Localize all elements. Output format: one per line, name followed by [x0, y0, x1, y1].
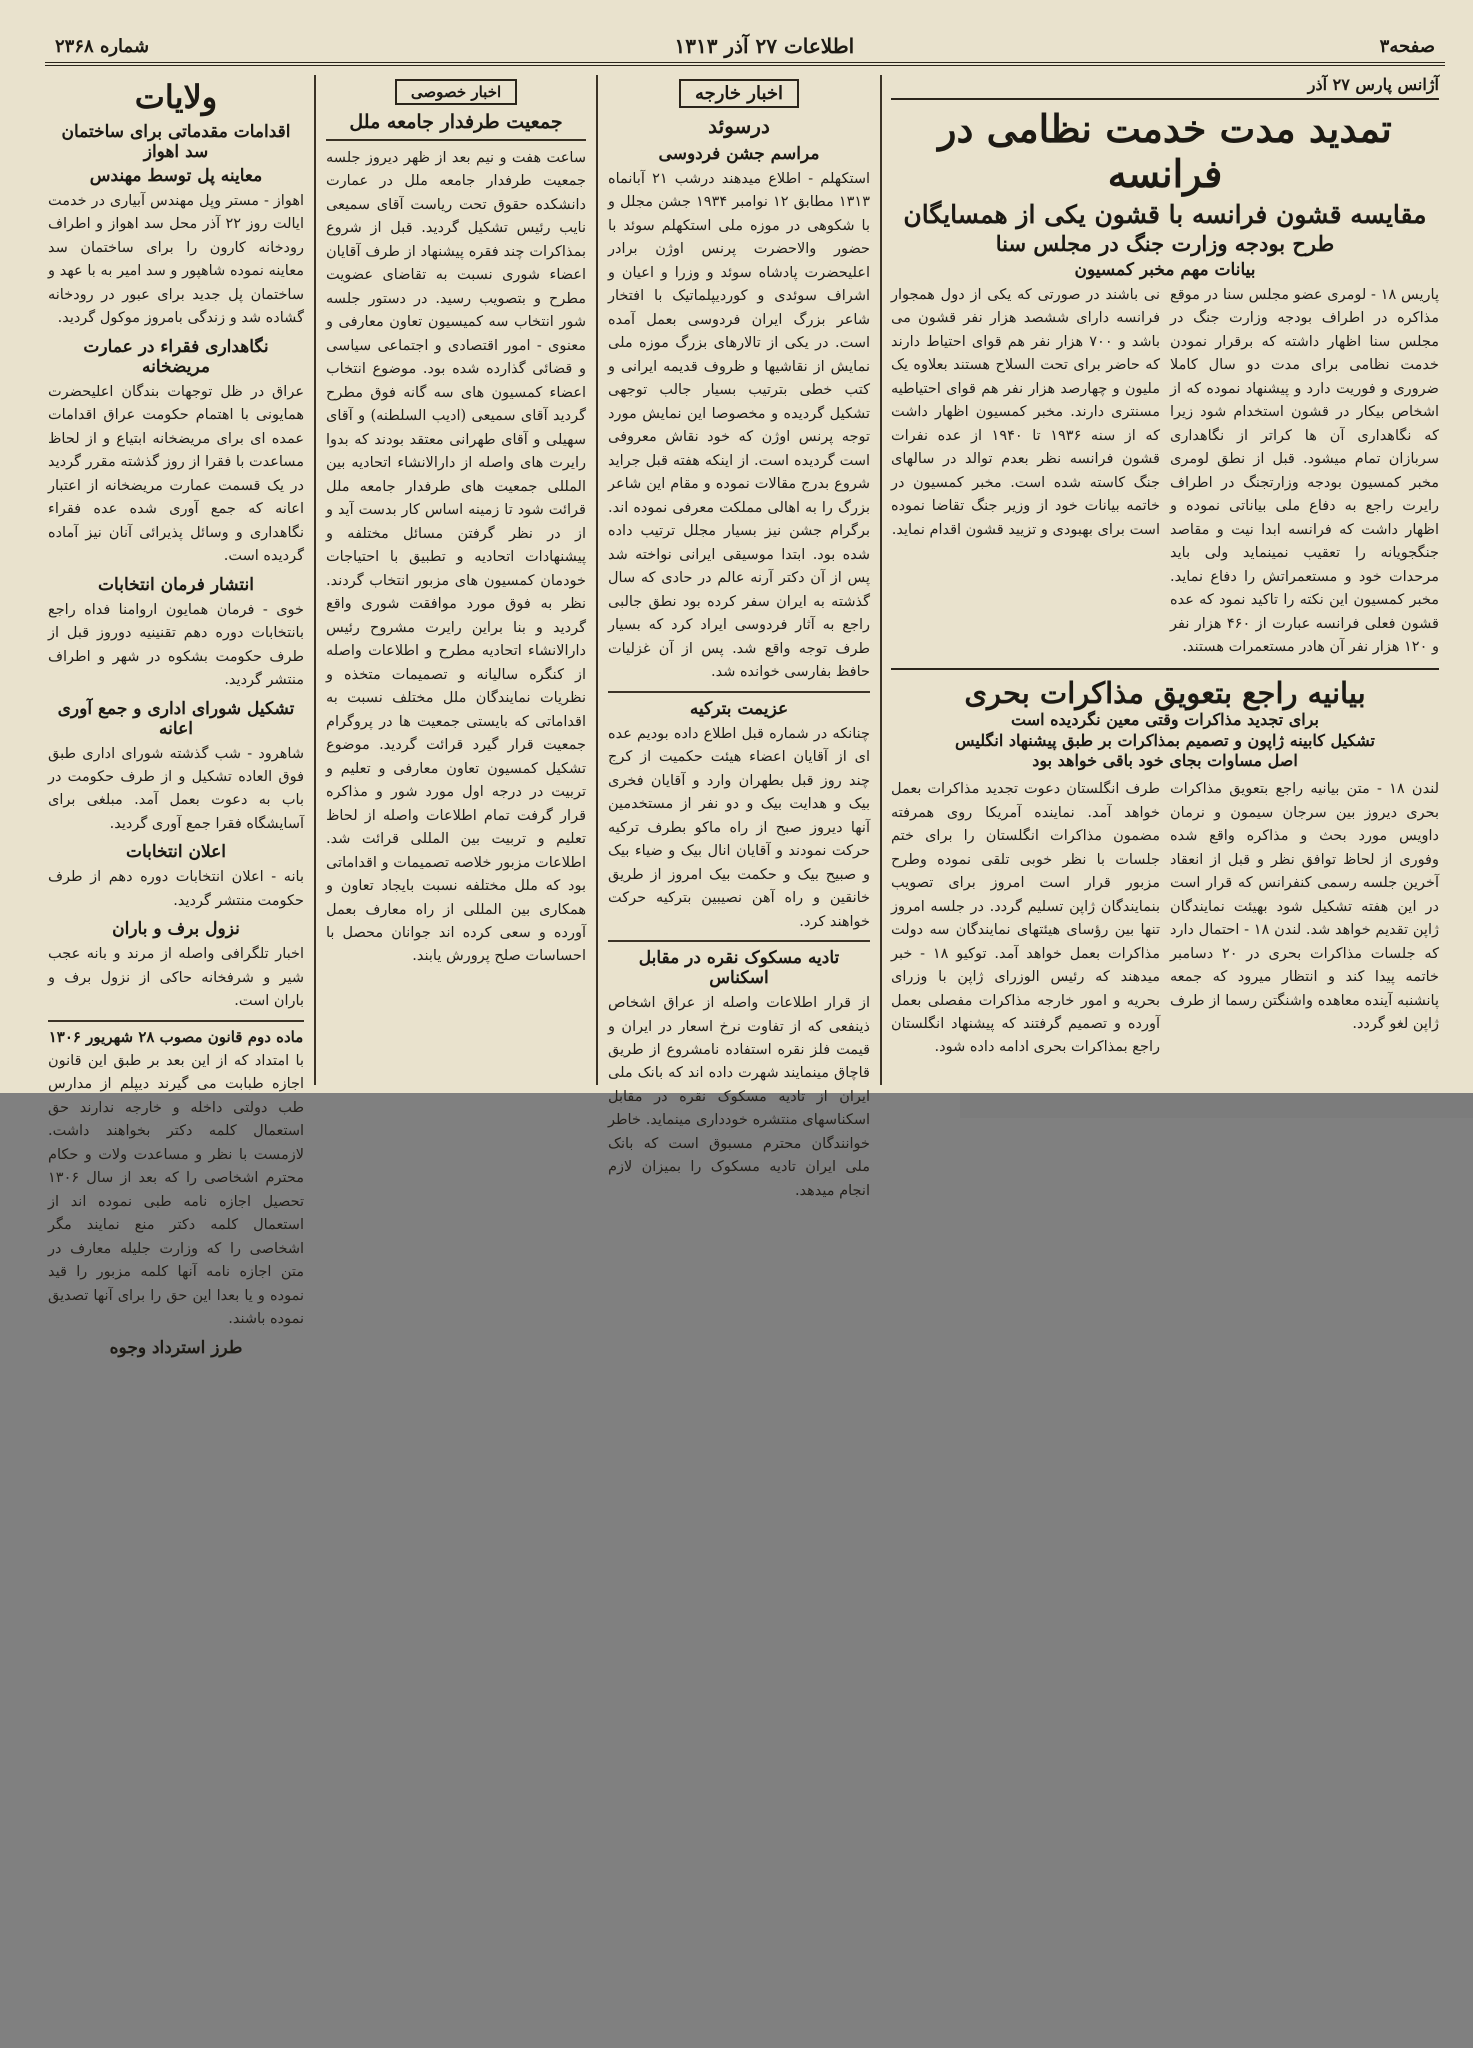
naval-body-left: طرف انگلستان دعوت تجدید مذاکرات بعمل خواهد آمد. نماینده آمریکا روی همرفته مضمون مذاکرات انگلستان را برای ختم جلسات با نظر خوبی تلقی نموده وطرح مزبور قرار است امروز برای تصویب بنمایندگان ژاپن تسلیم گردد. در جلسه امروز تنها بین رؤسای هیئتهای نمایندگان سه دولت مذاکرات بعمل خواهد آمد. توکیو ۱۸ - خبر میدهند که رئیس الوزرای ژاپن با وزرای بحریه و امور خارجه مذاکرات مفصلی بعمل آورده و تصمیم گرفتند که پیشنهاد انگلستان راجع بمذاکرات بحری ادامه داده شود.: [891, 781, 1160, 1056]
divider: [48, 1020, 304, 1022]
provinces-h5: اعلان انتخابات: [125, 842, 227, 863]
provinces-b2: عراق در ظل توجهات بندگان اعلیحضرت همایونی با اهتمام حکومت عراق اقدامات عمده ای برای مریضخانه ابتیاع و از لحاظ مساعدت با فقرا از روز گذشته مقرر گردید در یک قسمت عمارت مریضخانه از اعتبار اعانه که جمع آوری شده عده فقراء نگاهداری و وسائل پذیرائی آنان نیز آماده گردیده است.: [47, 383, 304, 565]
divider: [608, 691, 870, 693]
masthead: [45, 30, 1445, 66]
foreign-region: درسوئد: [708, 114, 770, 138]
provinces-h6: نزول برف و باران: [112, 919, 240, 940]
provinces-h3: انتشار فرمان انتخابات: [98, 574, 254, 595]
foreign-news-tag: اخبار خارجه: [679, 79, 799, 108]
provinces-h1b: معاینه پل توسط مهندس: [89, 165, 263, 186]
column-rule: [596, 75, 598, 1085]
main-subhead-1: مقایسه قشون فرانسه با قشون یکی از همسایگان: [903, 200, 1427, 229]
naval-body: [891, 778, 1439, 1060]
provinces-b5: بانه - اعلان انتخابات دوره دهم از طرف حکومت منتشر گردید.: [48, 869, 304, 909]
main-body-right: پاریس ۱۸ - لومری عضو مجلس سنا در موقع مذاکره در اطراف بودجه وزارت جنگ در مجلس سنا اظهار داشته که برقرار نمودن خدمت نظامی برای مدت دو سال کاملا ضروری و فوریت دارد و پیشنهاد نموده که از اشخاص بیکار در قشون استخدام شود زیرا که نگاهداری آن ها کراتر از نگاهداری سربازان تمام میشود. قبل از نطق لومری مخبر کمسیون بودجه وزارتجنگ در اطراف رایرت راجع به دفاع ملی بیاناتی نموده و اظهار داشت که فرانسه ابدا نیت و مقاصد جنگجویانه را تعقیب نمینماید ولی باید مرحدات خود و مستعمراتش را دفاع نماید. مخبر کمسیون این نکته را تاکید نمود که عده قشون فعلی فرانسه عبارت از ۴۶۰ هزار نفر و ۱۲۰ هزار نفر آن هادر مستعمرات هستند.: [1170, 287, 1439, 656]
main-headline: تمدید مدت خدمت نظامی در فرانسه: [938, 106, 1392, 196]
provinces-h1: اقدامات مقدماتی برای ساختمان سد اهواز: [61, 121, 291, 162]
divider: [326, 139, 586, 141]
foreign-news-column: [600, 75, 878, 1199]
provinces-b1: اهواز - مستر وپل مهندس آبیاری در خدمت ایالت روز ۲۲ آذر محل سد اهواز و اطراف رودخانه کارون را برای ساختمان سد معاینه نموده شاهپور و سد امیر به با عهد و ساختمان پل جدید برای عبور در رودخانه گشاده شد و زندگی بامروز موکول گردید.: [48, 192, 304, 327]
provinces-h8: طرز استرداد وجوه: [109, 1337, 243, 1358]
provinces-h2: نگاهداری فقراء در عمارت مریضخانه: [83, 336, 269, 377]
provinces-column: [40, 75, 312, 1358]
foreign-title-3: تادیه مسکوک نقره در مقابل اسکناس: [638, 948, 840, 989]
naval-subhead-1: برای تجدید مذاکرات وقتی معین نگردیده است: [1011, 709, 1319, 729]
provinces-h4: تشکیل شورای اداری و جمع آوری اعانه: [57, 698, 295, 739]
naval-body-right: لندن ۱۸ - متن بیانیه راجع بتعویق مذاکرات بحری دیروز بین سرجان سیمون و نرمان داویس مورد بحث و مذاکره واقع شده وفوری از لحاظ توافق نظر و قبل از انعقاد آخرین جلسه رسمی کنفرانس که قرار است در این هفته تشکیل شود بهیئت نمایندگان ژاپن تقدیم خواهد شد. لندن ۱۸ - احتمال دارد که جلسات مذاکرات بحری در ۲۰ دسامبر خاتمه پیدا کند و انتظار میرود که جمعه پانشنبه آینده معاهده واشنگتن رسما از طرف ژاپن لغو گردد.: [1170, 781, 1440, 1032]
special-title: جمعیت طرفدار جامعه ملل: [349, 111, 563, 133]
provinces-b4: شاهرود - شب گذشته شورای اداری طبق فوق العاده تشکیل و از طرف حکومت در باب به دعوت بعمل آمد. مبلغی برای آسایشگاه فقرا جمع آوری گردید.: [48, 745, 304, 832]
foreign-body-3: از قرار اطلاعات واصله از عراق اشخاص ذینفعی که از تفاوت نرخ اسعار در ایران و قیمت فلز نقره استفاده نامشروع از طریق قاچاق مینمایند شهرت داده اند که بانک ملی ایران از تادیه مسکوک نقره در مقابل اسکناسهای منتشره خودداری مینماید. خاطر خوانندگان محترم مسبوق است که بانک ملی ایران تادیه مسکوک را بمیزان لازم انجام میدهد.: [608, 995, 870, 1199]
page-number: صفحه۳: [1379, 35, 1435, 57]
provinces-h7: ماده دوم قانون مصوب ۲۸ شهریور ۱۳۰۶: [48, 1027, 304, 1046]
foreign-title-2: عزیمت بترکیه: [689, 698, 789, 719]
provinces-b3: خوی - فرمان همایون اروامنا فداه راجع بانتخابات دوره دهم تقنینیه دوروز قبل از طرف حکومت بشکوه در شهر و اطراف منتشر گردید.: [48, 601, 304, 689]
provinces-title: ولایات: [134, 78, 218, 116]
scan-edge: [960, 1093, 1473, 1118]
main-body-left: نی باشند در صورتی که یکی از دول همجوار فرانسه دارای ششصد هزار نفر قشون می باشد و ۷۰۰ هزار نفر هم قوای احتیاط دارند که حاضر برای تحت السلاح هستند بعلاوه یک ملیون و چهارصد هزار نفر هم قوای احتیاطیه مسنتری دارند. مخبر کمسیون اظهار داشت که از سنه ۱۹۳۶ تا ۱۹۴۰ از عده نفرات قشون فرانسه نظر بعدم توالد در سالهای جنگ کاسته شده است. مخبر کمسیون در خاتمه بیانات خود از وزیر جنگ تقاضا نموده است برای بهبودی و تزیید قشون اقدام نماید.: [891, 287, 1160, 538]
provinces-b7: با امتداد که از این بعد بر طبق این قانون اجازه طبابت می گیرند دیپلم از مدارس طب دولتی داخله و خارجه ندارند حق استعمال کلمه دکتر بخواهند داشت. لازمست با نظر و مساعدت ولات و حکام محترم اشخاصی را که بعد از سال ۱۳۰۶ تحصیل اجازه نامه طبی نموده اند از استعمال کلمه دکتر منع نمایند مگر اشخاصی را که وزارت جلیله معارف در متن اجازه نامه آنها کلمه مزبور را قید نموده و یا بعدا این حق را برای آنها تصدیق نموده باشند.: [48, 1052, 304, 1328]
special-news-column: [318, 75, 594, 1085]
naval-headline: بیانیه راجع بتعویق مذاکرات بحری: [891, 668, 1439, 710]
naval-subhead-2: تشکیل کابینه ژاپون و تصمیم بمذاکرات بر طبق پیشنهاد انگلیس: [955, 730, 1375, 750]
provinces-b6: اخبار تلگرافی واصله از مرند و بانه عجب شیر و شرفخانه حاکی از نزول برف و باران است.: [48, 946, 304, 1010]
foreign-body-1: استکهلم - اطلاع میدهند درشب ۲۱ آبانماه ۱۳۱۳ مطابق ۱۲ نوامبر ۱۹۳۴ جشن مجلل و با شکوهی در موزه ملی استکهلم سوئد با حضور والاحضرت پرنس اوژن برادر اعلیحضرت پادشاه سوئد و وزرا و اعیان و اشراف سوئدی و کوردیپلماتیک با افتخار شاعر بزرگ ایران فردوسی بعمل آمده است. در یکی از تالارهای بزرگ موزه ملی نمایش از نقاشیها و ظروف قدیمه ایرانی و کتب خطی بترتیب بسیار جالب توجهی تشکیل گردیده و مخصوصا این نمایش مورد توجه پرنس اوژن که خود نقاش معروفی است گردیده است. از اینکه هفته قبل جراید شروع بدرج مقالات نموده و مقام این شاعر بزرگ را به اهالی مملکت معرفی نموده اند. برگرام جشن نیز بسیار مجلل ترتیب داده شده بود. ابتدا موسیقی ایرانی نواخته شد پس از آن دکتر آرنه عالم در حادی که سال گذشته به ایران سفر کرده بود نطق جالبی راجع به آثار فردوسی ایراد کرد که بسیار طرف توجه واقع شد. پس از آن غزلیات حافظ بفارسی خوانده شد.: [608, 171, 871, 681]
column-rule: [880, 75, 882, 1085]
special-body: ساعت هفت و نیم بعد از ظهر دیروز جلسه جمعیت طرفدار جامعه ملل در عمارت دانشکده حقوق تحت ریاست آقای سمیعی نایب رئیس تشکیل گردید. قبل از شروع بمذاکرات چند فقره پیشنهاد از طرف آقایان اعضاء شوری نسبت به تقاضای عضویت مطرح و بتصویب رسید. در دستور جلسه شور انتخاب سه کمیسیون تعاون معارفی و معنوی - امور اقتصادی و اجتماعی سیاسی و قضائی گذارده شده بود. موضوع انتخاب اعضاء کمسیون های سه گانه فوق مطرح گردید آقای سمیعی (ادیب السلطنه) و آقای سهیلی و آقای طهرانی معتقد بودند که بدوا رایرت های واصله از دارالانشاء اتحادیه بین المللی جمعیت های طرفدار جامعه ملل قرائت شود تا زمینه اساس کار بدست آید و از در نظر گرفتن مسائل مختلفه و پیشنهادات اتحادیه و تطبیق با احتیاجات خودمان کمسیون های مزبور انتخاب گردند. نظر به فوق مورد موافقت شوری واقع گردید و بنا براین رایرت مشروح رئیس دارالانشاء اتحادیه مطرح و اطلاعات واصله از کنگره سالیانه و تصمیمات متخذه و نظریات نمایندگان ملل مختلف نسبت به اقداماتی که بایستی جمعیت ها در پروگرام جمعیت قرار گیرد قرائت گردید. موضوع تشکیل کمسیون تعاون معارفی و تعلیم و تربیت در درجه اول مورد شور و مذاکره قرار گرفت تمام اطلاعات واصله از لحاظ تعلیم و تربیت بین المللی قرائت شد. اطلاعات مزبور خلاصه تصمیمات و اقداماتی بود که ملل مختلفه نسبت بایجاد تعاون و همکاری بین المللی از راه معارف بعمل آورده و سعی کرده اند جوانان محصل با احساسات صلح پرورش یابند.: [326, 150, 586, 965]
agency-line: آژانس پارس ۲۷ آذر: [891, 75, 1439, 100]
main-subhead-2: طرح بودجه وزارت جنگ در مجلس سنا: [995, 231, 1335, 256]
divider: [608, 940, 870, 942]
main-story: [885, 75, 1445, 1085]
naval-subhead-3: اصل مساوات بجای خود باقی خواهد بود: [1032, 751, 1298, 771]
main-body: [891, 284, 1439, 660]
main-subhead-3: بیانات مهم مخبر کمسیون: [1074, 260, 1256, 280]
paper-date: اطلاعات ۲۷ آذر ۱۳۱۳: [674, 34, 855, 58]
foreign-title-1: مراسم جشن فردوسی: [658, 144, 820, 164]
column-rule: [314, 75, 316, 1085]
issue-number: شماره ۲۳۶۸: [55, 35, 150, 57]
special-news-tag: اخبار خصوصی: [395, 79, 517, 105]
foreign-body-2: چنانکه در شماره قبل اطلاع داده بودیم عده ای از آقایان اعضاء هیئت حکمیت از کرج چند روز قبل بطهران وارد و آقایان فخری بیک و هدایت بیک و دو نفر از مستخدمین آنها دیروز صبح از راه ماکو بطرف ترکیه حرکت نمودند و آقایان انال بیک و ضیاء بیک و صبیح بیک و حکمت بیک امروز از طریق خانقین و راه آهن نصیبین بترکیه حرکت خواهند کرد.: [608, 725, 870, 930]
